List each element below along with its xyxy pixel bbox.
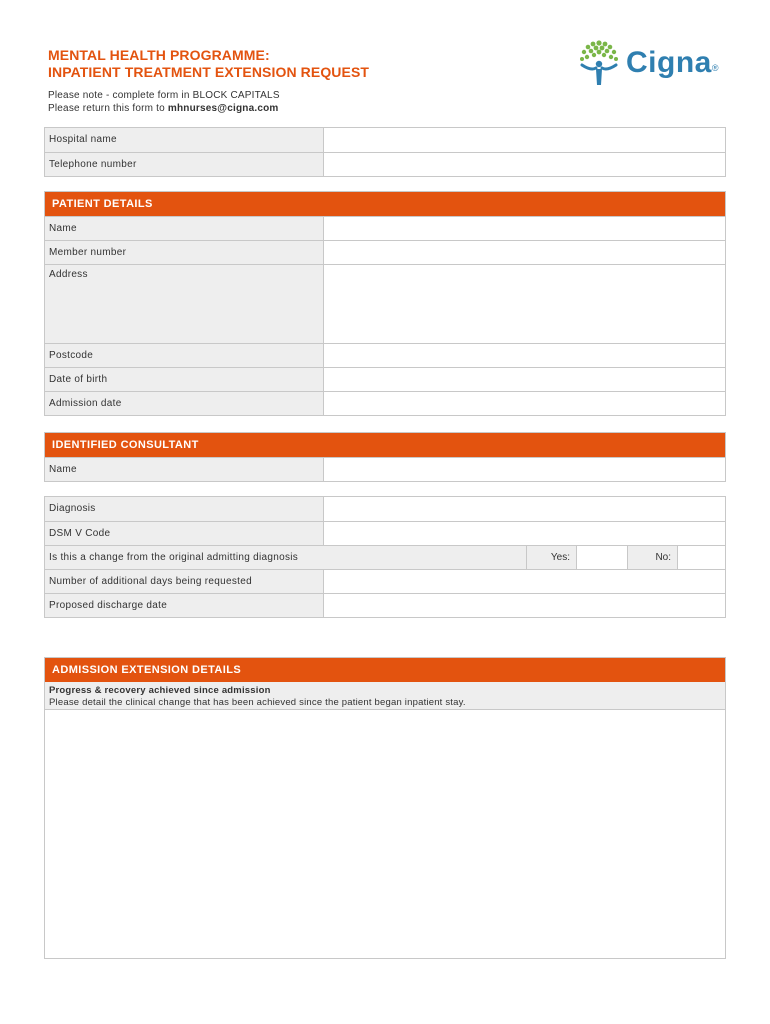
address-label: Address — [45, 265, 324, 343]
form-instructions — [48, 90, 280, 115]
dsm-code-label: DSM V Code — [45, 522, 324, 545]
telephone-label: Telephone number — [45, 153, 324, 176]
additional-days-label: Number of additional days being requested — [45, 570, 324, 593]
progress-recovery-title: Progress & recovery achieved since admission — [49, 685, 271, 696]
cigna-wordmark — [626, 46, 719, 80]
additional-days-row — [45, 569, 725, 593]
title-line-2: INPATIENT TREATMENT EXTENSION REQUEST — [48, 63, 370, 80]
postcode-label: Postcode — [45, 344, 324, 367]
progress-recovery-instructions: Please detail the clinical change that has been achieved since the patient began inpatient stay. — [49, 696, 466, 708]
additional-days-field[interactable] — [324, 570, 725, 593]
no-checkbox[interactable] — [678, 546, 725, 569]
dob-label: Date of birth — [45, 368, 324, 391]
hospital-name-label: Hospital name — [45, 128, 324, 152]
hospital-name-row — [45, 128, 725, 152]
diagnosis-field[interactable] — [324, 497, 725, 521]
note-block-capitals: Please note - complete form in BLOCK CAPITALS — [48, 90, 280, 101]
note-return-address — [48, 103, 280, 116]
consultant-name-row — [45, 457, 725, 481]
diagnosis-change-row — [45, 545, 725, 569]
dsm-code-field[interactable] — [324, 522, 725, 545]
admission-date-label: Admission date — [45, 392, 324, 415]
hospital-name-field[interactable] — [324, 128, 725, 152]
dob-field[interactable] — [324, 368, 725, 391]
discharge-date-row — [45, 593, 725, 617]
postcode-row — [45, 343, 725, 367]
discharge-date-field[interactable] — [324, 594, 725, 617]
note-return-prefix: Please return this form to — [48, 102, 168, 114]
patient-name-label: Name — [45, 217, 324, 240]
consultant-name-label: Name — [45, 458, 324, 481]
dsm-code-row — [45, 521, 725, 545]
postcode-field[interactable] — [324, 344, 725, 367]
telephone-field[interactable] — [324, 153, 725, 176]
extension-details-heading: ADMISSION EXTENSION DETAILS — [45, 658, 725, 682]
dob-row — [45, 367, 725, 391]
member-number-field[interactable] — [324, 241, 725, 264]
consultant-table — [44, 432, 726, 482]
yes-label: Yes: — [527, 546, 577, 569]
consultant-name-field[interactable] — [324, 458, 725, 481]
diagnosis-change-label: Is this a change from the original admitting diagnosis — [45, 546, 527, 569]
diagnosis-label: Diagnosis — [45, 497, 324, 521]
telephone-row — [45, 152, 725, 176]
wordmark-text: Cigna — [626, 46, 712, 79]
cigna-logo — [574, 38, 726, 90]
form-title — [48, 47, 369, 80]
progress-recovery-field[interactable] — [45, 710, 725, 958]
progress-recovery-row — [45, 709, 725, 958]
patient-details-heading: PATIENT DETAILS — [45, 192, 725, 216]
address-field[interactable] — [324, 265, 725, 343]
yes-checkbox[interactable] — [577, 546, 628, 569]
admission-date-field[interactable] — [324, 392, 725, 415]
member-number-row — [45, 240, 725, 264]
consultant-heading: IDENTIFIED CONSULTANT — [45, 433, 725, 457]
address-row — [45, 264, 725, 343]
patient-name-field[interactable] — [324, 217, 725, 240]
patient-details-table — [44, 191, 726, 416]
diagnosis-row — [45, 497, 725, 521]
member-number-label: Member number — [45, 241, 324, 264]
discharge-date-label: Proposed discharge date — [45, 594, 324, 617]
admission-date-row — [45, 391, 725, 415]
progress-recovery-prompt — [45, 682, 725, 709]
no-label: No: — [628, 546, 678, 569]
title-line-1: MENTAL HEALTH PROGRAMME: — [48, 47, 270, 63]
diagnosis-table — [44, 496, 726, 618]
tree-of-life-icon — [574, 38, 624, 88]
return-email: mhnurses@cigna.com — [167, 102, 279, 114]
hospital-table — [44, 127, 726, 177]
registered-mark: ® — [711, 63, 719, 73]
extension-details-table — [44, 657, 726, 959]
patient-name-row — [45, 216, 725, 240]
